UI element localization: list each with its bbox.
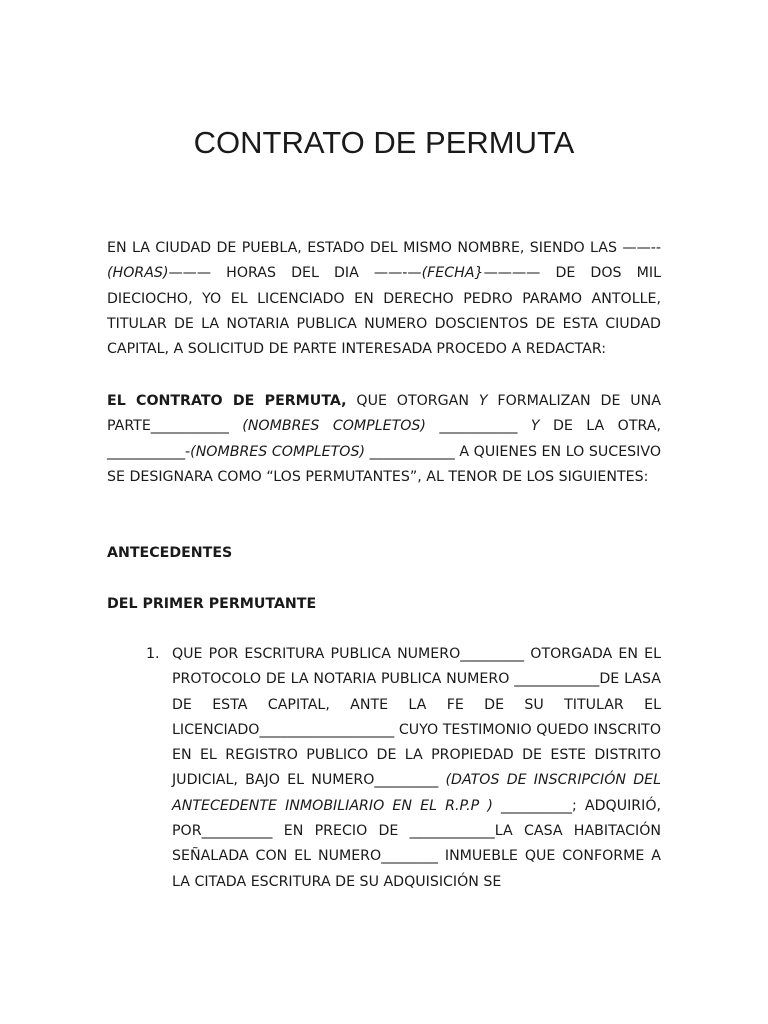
parties-text-1: QUE OTORGAN — [346, 393, 479, 409]
contract-name-bold: EL CONTRATO DE PERMUTA, — [107, 393, 347, 409]
parties-text-3: ___________ — [425, 418, 531, 435]
contract-parties-paragraph — [107, 389, 661, 490]
names-placeholder-1: (NOMBRES COMPLETOS) — [242, 418, 426, 435]
item-text-1: QUE POR ESCRITURA PUBLICA NUMERO_________ OTORGADA EN EL PROTOCOLO DE LA NOTARIA PUBLICA NUMERO ____________DE LASA DE ESTA CAPITAL, ANTE LA FE DE SU TITULAR EL LICENCIADO___________________ CUYO TESTIMONIO QUEDO INSCRITO EN EL REGISTRO PUBLICO DE LA PROPIEDAD DE ESTE DISTRITO JUDICIAL, BAJO EL NUMERO_________ — [172, 646, 661, 789]
intro-text-3: ———— DE DOS MIL DIECIOCHO, YO EL LICENCIADO EN DERECHO PEDRO PARAMO ANTOLLE, TITULAR DE LA NOTARIA PUBLICA NUMERO DOSCIENTOS DE ESTA CIUDAD CAPITAL, A SOLICITUD DE PARTE INTERESADA PROCEDO A REDACTAR: — [107, 265, 661, 358]
parties-text-5: ____________ A QUIENES EN LO SUCESIVO SE DESIGNARA COMO “LOS PERMUTANTES”, AL TENOR DE LOS SIGUIENTES: — [107, 443, 661, 485]
primer-permutante-heading: DEL PRIMER PERMUTANTE — [107, 596, 317, 612]
list-item-text — [172, 642, 661, 895]
names-placeholder-2: (NOMBRES COMPLETOS) — [190, 443, 365, 460]
parties-y-1: Y — [478, 393, 488, 409]
antecedentes-heading: ANTECEDENTES — [107, 545, 233, 561]
parties-y-2: Y — [530, 418, 540, 435]
document-title: CONTRATO DE PERMUTA — [193, 125, 575, 160]
intro-text-2: ——— HORAS DEL DIA ——-— — [168, 265, 422, 282]
intro-text-1: EN LA CIUDAD DE PUEBLA, ESTADO DEL MISMO NOMBRE, SIENDO LAS ——-- — [107, 240, 661, 256]
item-text-2: __________; ADQUIRIÓ, POR__________ EN PRECIO DE ____________LA CASA HABITACIÓN SEÑALADA CON EL NUMERO________ INMUEBLE QUE CONFORME A LA CITADA ESCRITURA DE SU ADQUISICIÓN SE — [172, 797, 662, 890]
parties-text-4: DE LA OTRA, ___________- — [107, 418, 661, 460]
list-item-number: 1. — [146, 646, 160, 662]
list-item — [146, 642, 661, 895]
date-placeholder: (FECHA} — [421, 265, 484, 282]
inscription-placeholder: (DATOS DE INSCRIPCIÓN DEL ANTECEDENTE INMOBILIARIO EN EL R.P.P ) — [172, 772, 661, 814]
hours-placeholder: (HORAS) — [107, 265, 169, 282]
parties-text-2: FORMALIZAN DE UNA PARTE___________ — [107, 393, 661, 435]
intro-paragraph — [107, 236, 661, 362]
